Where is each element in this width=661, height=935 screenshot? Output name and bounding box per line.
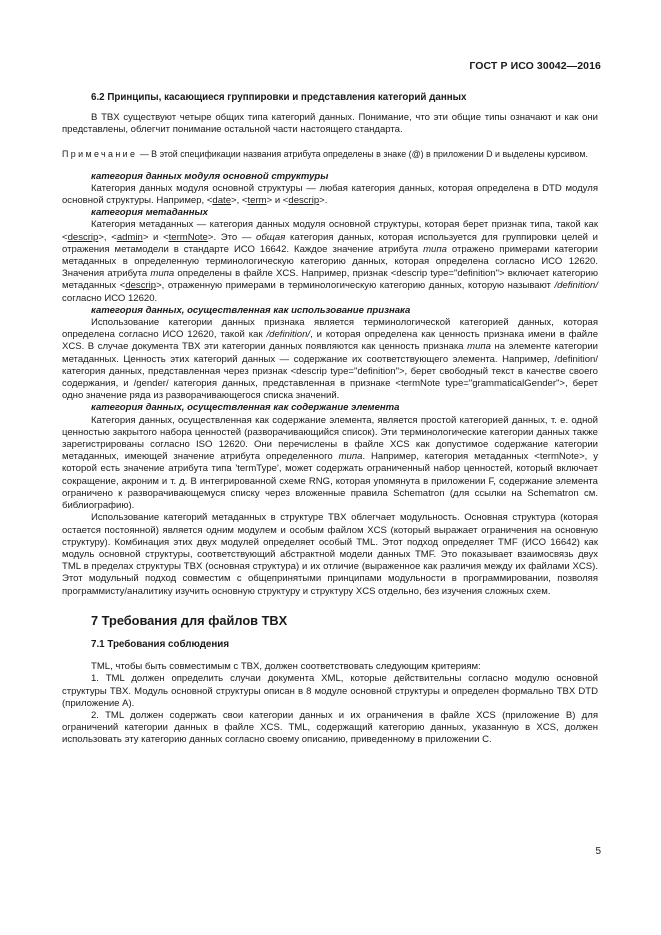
criterion-1: 1. TML должен определить случаи документа XML, которые действительны согласно модулю основной структуры TBX. Модуль основной структуры описан в 8 модуле основной структуры и определен формально TBX DTD (приложение A). (62, 673, 598, 709)
note-paragraph (62, 148, 598, 160)
modularity-paragraph: Использование категорий метаданных в структуре TBX облегчает модульность. Основная структура (которая остается постоянной) является одним модулем и особым файлом XCS (который выражает ограничения на основную структуру). Комбинация этих двух модулей определяет особый TML. Этот подход определяет TMF (ИСО 16642) как модуль основной структуры, соответствующий абстрактной модели данных TMF. Это показывает взаимосвязь двух TML в пределах структуры TBX (основная структура) и их отличие (выраженное как различия между их файлами XCS). Этот модульный подход совместим с общепринятыми принципами модульности в программировании, позволяя программисту/аналитику изучить основную структуру и структуру XCS отдельно, без изучения сложных схем. (62, 512, 598, 597)
definition-core-module: Категория данных модуля основной структуры — любая категория данных, которая определена в DTD модуля основной структуры. Например, <date>, <term> и <descrip>. (62, 182, 598, 207)
definition-attribute-usage: Использование категории данных признака является терминологической категорией данных, которая определена согласно ИСО 12620, такой как /definition/, и которая определена как ценность признака имени в файле XCS. В случае документа TBX эти категории данных появляются как ценность признака типа на элементе категории метаданных. Ценность этих категорий данных — содержание их соответствующего элемента. Например, /definition/ категория данных, представленная через признак <descrip type="definition">, берет свободный текст в качестве своего содержания, и /gender/ категория данных, представленная в признаке <termNote type="grammaticalGender">, берет одно значение ряда из разворачивающегося списка значений. (62, 317, 598, 402)
section-7-title: 7 Требования для файлов TBX (91, 612, 288, 628)
note-label: Примечание (62, 148, 138, 159)
term-core-module: категория данных модуля основной структуры (91, 170, 329, 182)
definition-element-content: Категория данных, осуществленная как содержание элемента, является простой категорией данных, т. е. одной ценностью закрытого набора ценностей (разворачивающийся список). Эти терминологические категории данных также зарегистрированы согласно ISO 12620. Они перечислены в файле XCS как допустимое содержание категории метаданных, имеющей значение атрибута определенного типа. Например, категория метаданных <termNote>, у которой есть значение атрибута типа 'termType', может содержать ограниченный набор ценностей, который включает сокращение, акроним и т. д. В интегрированной схеме RNG, которая упомянута в приложении F, содержание элемента ограничено к разворачивающемуся списку через вложенные правила Schematron (для ссылки на Schematron см. библиографию). (62, 414, 598, 512)
criteria-intro: TML, чтобы быть совместимым с TBX, должен соответствовать следующим критериям: (91, 661, 481, 673)
intro-paragraph: В TBX существуют четыре общих типа категорий данных. Понимание, что эти общие типы означают и как они представлены, облегчит понимание остальной части настоящего стандарта. (62, 112, 598, 136)
note-text: — В этой спецификации названия атрибута определены в знаке (@) в приложении D и выделены курсивом. (137, 148, 589, 159)
page-number: 5 (595, 846, 601, 857)
term-element-content: категория данных, осуществленная как содержание элемента (91, 402, 400, 414)
section-7-1-title: 7.1 Требования соблюдения (91, 638, 230, 650)
term-attribute-usage: категория данных, осуществленная как использование признака (91, 304, 411, 316)
page-content (62, 92, 598, 747)
document-header: ГОСТ Р ИСО 30042—2016 (469, 60, 601, 72)
term-metadata: категория метаданных (91, 207, 208, 219)
section-6-2-title: 6.2 Принципы, касающиеся группировки и представления категорий данных (91, 92, 467, 103)
criterion-2: 2. TML должен содержать свои категории данных и их ограничения в файле XCS (приложение B) для ограничений категории данных в файле XCS. TML, содержащий категорию данных, указанную в XCS, должен использовать эту категорию данных согласно своему описанию, приведенному в приложении C. (62, 709, 598, 746)
definition-metadata: Категория метаданных — категория данных модуля основной структуры, которая берет признак типа, такой как <descrip>, <admin> и <termNote>. Это — общая категория данных, которая используется для группировки целей и отражения метамодели в стандарте ИСО 16642. Каждое значение атрибута типа отражено примерами категории метаданных в определенную терминологическую категорию данных, которая определена согласно ИСО 12620. Значения атрибута типа определены в файле XCS. Например, признак <descrip type="definition"> включает категорию метаданных <descrip>, отраженную примерами в терминологическую категорию данных, которую называют /definition/ согласно ИСО 12620. (62, 219, 598, 304)
